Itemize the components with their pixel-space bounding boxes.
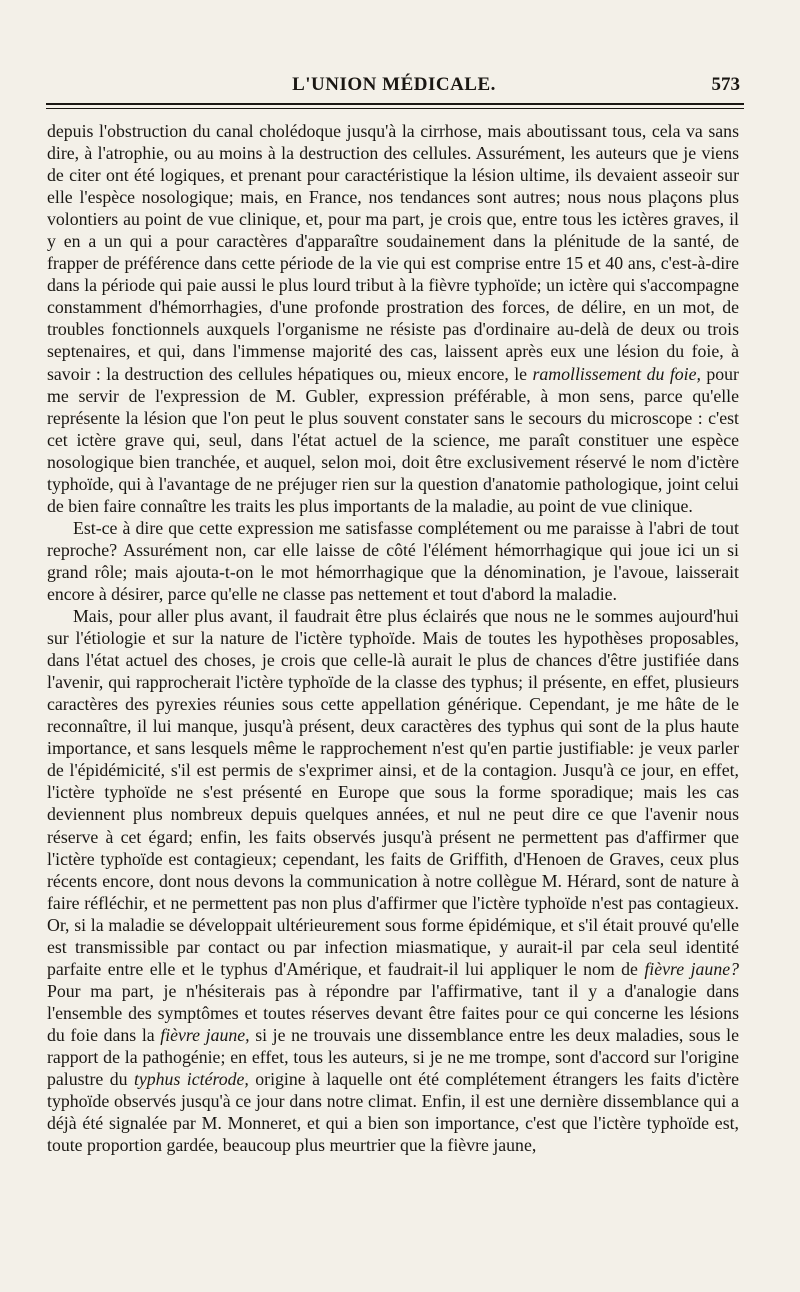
header-rule-thin [46, 108, 744, 109]
header-rule [46, 103, 744, 105]
text-run: pour me servir de l'expression de M. Gubler, expression préférable, à mon sens, parce qu'elle représente la lésion que l'on peut le plus souvent constater sans le secours du microscope : c'est cet ictère grave qui, seul, dans l'état actuel de la science, me paraît constituer une espèce nosologique bien tranchée, et auquel, selon moi, doit être exclusivement réservé le nom d'ictère typhoïde, qui à l'avantage de ne préjuger rien sur la question d'anatomie pathologique, joint celui de bien faire connaître les traits les plus importants de la maladie, au point de vue clinique. [47, 363, 739, 516]
text-run: depuis l'obstruction du canal cholédoque jusqu'à la cirrhose, mais aboutissant tous, cela va sans dire, à l'atrophie, ou au moins à la destruction des cellules. Assurément, les auteurs que je viens de citer ont été logiques, et prenant pour caractéristique la lésion ultime, ils devaient asseoir sur elle l'espèce nosologique; mais, en France, nos tendances sont autres; nous nous plaçons plus volontiers au point de vue clinique, et, pour ma part, je crois que, entre tous les ictères graves, il y en a un qui a pour caractères d'apparaître soudainement dans la plénitude de la santé, de frapper de préférence dans cette période de la vie qui est comprise entre 15 et 40 ans, c'est-à-dire dans la période qui paie aussi le plus lourd tribut à la fièvre typhoïde; un ictère qui s'accompagne constamment d'hémorrhagies, d'une profonde prostration des forces, de délire, en un mot, de troubles fonctionnels auxquels l'organisme ne résiste pas d'ordinaire au-delà de deux ou trois septenaires, et qui, dans l'immense majorité des cas, laissent après eux une lésion du foie, à savoir : la destruction des cellules hépatiques ou, mieux encore, le [47, 121, 739, 384]
italic-term: ramollissement du foie, [532, 363, 701, 384]
page-number: 573 [711, 74, 740, 95]
text-run: Mais, pour aller plus avant, il faudrait être plus éclairés que nous ne le sommes aujourd'hui sur l'étiologie et sur la nature de l'ictère typhoïde. Mais de toutes les hypothèses proposables, dans l'état actuel des choses, je crois que celle-là aurait le plus de chances d'être justifiée dans l'avenir, qui rapprocherait l'ictère typhoïde de la classe des typhus; il présente, en effet, plusieurs caractères des pyrexies réunies sous cette appellation générique. Cependant, je me hâte de le reconnaître, il lui manque, jusqu'à présent, deux caractères des typhus qui sont de la plus haute importance, et sans lesquels même le rapprochement n'est qu'en partie justifiable: je veux parler de l'épidémicité, s'il est permis de s'exprimer ainsi, et de la contagion. Jusqu'à ce jour, en effet, l'ictère typhoïde ne s'est présenté en Europe que sous la forme sporadique; mais les cas deviennent plus nombreux depuis quelques années, et nul ne peut dire ce que l'avenir nous réserve à cet égard; enfin, les faits observés jusqu'à présent ne permettent pas d'affirmer que l'ictère typhoïde est contagieux; cependant, les faits de Griffith, d'Henoen de Graves, ceux plus récents encore, dont nous devons la communication à notre collègue M. Hérard, sont de nature à faire réfléchir, et ne permettent pas non plus d'affirmer que l'ictère typhoïde n'est pas contagieux. Or, si la maladie se développait ultérieurement sous forme épidémique, et s'il était prouvé qu'elle est transmissible par contact ou par infection miasmatique, y aurait-il par cela seul identité parfaite entre elle et le typhus d'Amérique, et faudrait-il lui appliquer le nom de [47, 606, 739, 979]
article-body [47, 120, 739, 1156]
italic-term: fièvre jaune, [160, 1024, 250, 1045]
paragraph [47, 120, 739, 517]
journal-title: L'UNION MÉDICALE. [292, 74, 496, 95]
italic-term: fièvre jaune? [644, 958, 739, 979]
text-run: origine à laquelle ont été complétement étrangers les faits d'ictère typhoïde observés jusqu'à ce jour dans notre climat. Enfin, il est une dernière dissemblance qui a déjà été signalée par M. Monneret, et qui a bien son importance, c'est que l'ictère typhoïde est, toute proportion gardée, beaucoup plus meurtrier que la fièvre jaune, [47, 1069, 739, 1156]
paragraph [47, 605, 739, 1156]
paragraph [47, 517, 739, 605]
text-run: si je ne trouvais une dissemblance entre les deux maladies, sous le rapport de la pathogénie; en effet, tous les auteurs, si je ne me trompe, sont d'accord sur l'origine palustre du [47, 1024, 739, 1090]
running-header [48, 74, 740, 100]
text-run: Est-ce à dire que cette expression me satisfasse complétement ou me paraisse à l'abri de tout reproche? Assurément non, car elle laisse de côté l'élément hémorrhagique qui joue ici un si grand rôle; mais ajouta-t-on le mot hémorrhagique que la dénomination, je l'avoue, laisserait encore à désirer, parce qu'elle ne classe pas nettement et tout d'abord la maladie. [47, 517, 739, 604]
italic-term: typhus ictérode, [133, 1069, 249, 1090]
text-run: Pour ma part, je n'hésiterais pas à répondre par l'affirmative, tant il y a d'analogie dans l'ensemble des symptômes et toutes réserves devant être faites pour ce qui concerne les lésions du foie dans la [47, 980, 739, 1045]
